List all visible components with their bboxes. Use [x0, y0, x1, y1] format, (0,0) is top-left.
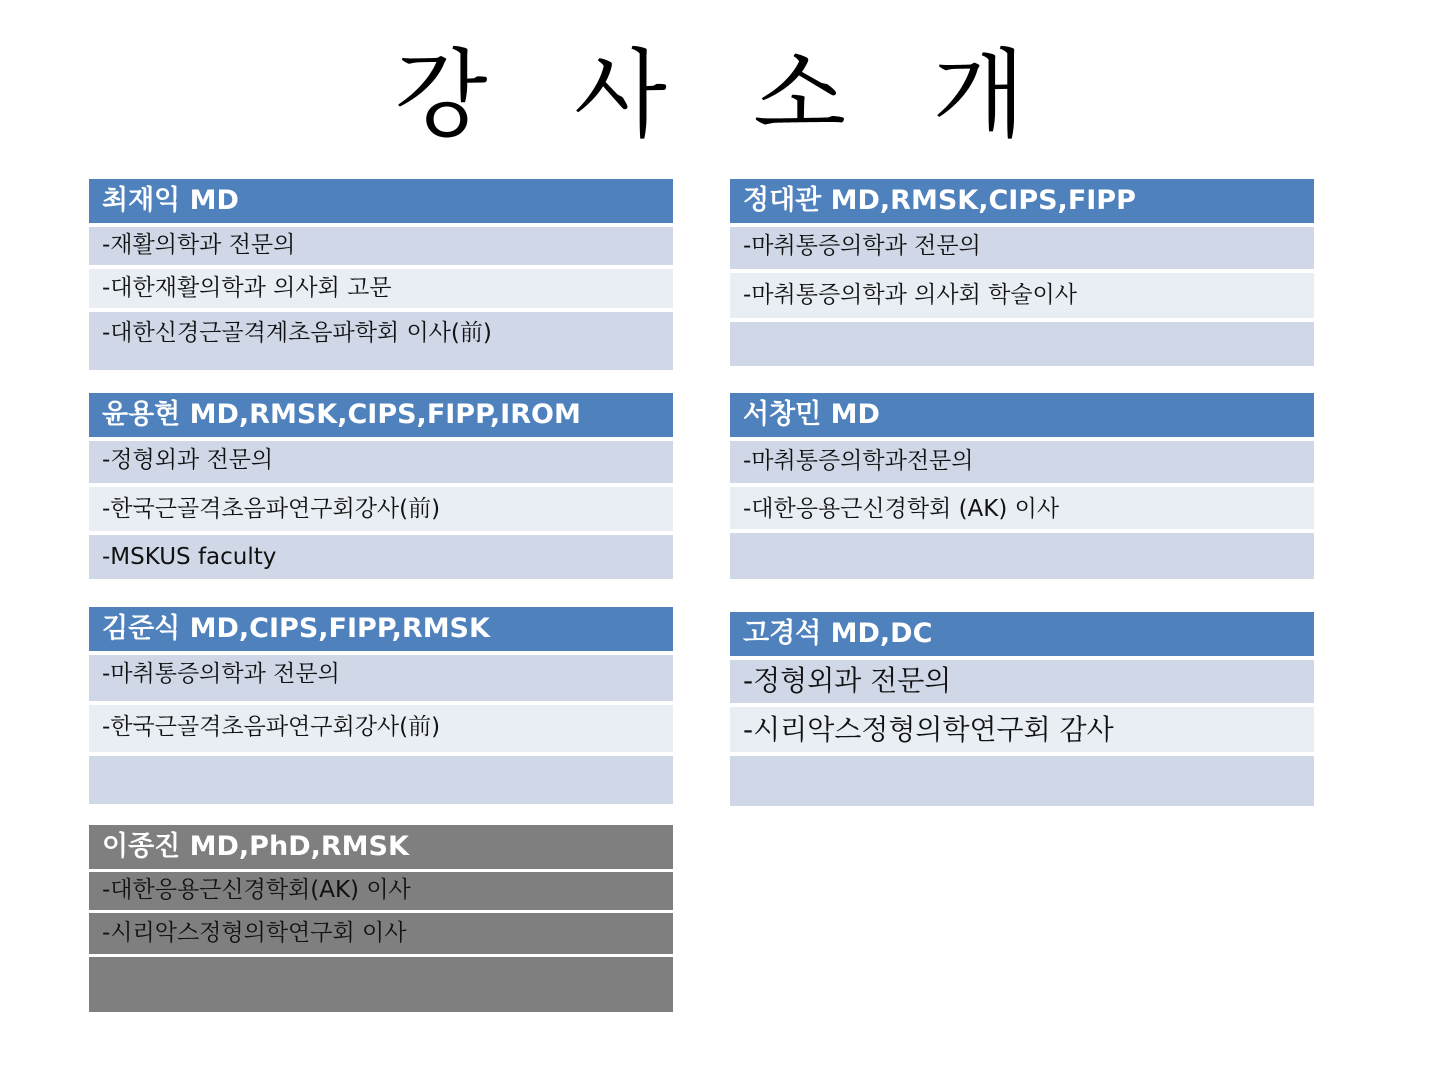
card-row: -대한응용근신경학회 (AK) 이사 [730, 487, 1314, 529]
card-row: -대한신경근골격계초음파학회 이사(前) [89, 312, 673, 370]
card-header: 고경석 MD,DC [730, 612, 1314, 656]
card-row: -MSKUS faculty [89, 535, 673, 579]
card-header: 최재익 MD [89, 179, 673, 223]
card-lee-jong-jin [89, 825, 673, 1012]
card-jeong-dae-gwan [730, 179, 1314, 366]
card-go-gyeong-seok [730, 612, 1314, 806]
page-title: 강 사 소 개 [394, 39, 1054, 151]
card-row [730, 322, 1314, 366]
card-choi-jae-ik [89, 179, 673, 370]
card-row: -한국근골격초음파연구회강사(前) [89, 487, 673, 531]
card-row: -정형외과 전문의 [89, 441, 673, 483]
card-header: 정대관 MD,RMSK,CIPS,FIPP [730, 179, 1314, 223]
card-row: -마취통증의학과 전문의 [89, 655, 673, 701]
card-row [730, 756, 1314, 806]
card-row: -정형외과 전문의 [730, 660, 1314, 703]
card-row: -마취통증의학과전문의 [730, 441, 1314, 483]
card-header: 이종진 MD,PhD,RMSK [89, 825, 673, 869]
card-row [89, 957, 673, 1012]
card-row: -마취통증의학과 의사회 학술이사 [730, 273, 1314, 318]
card-kim-jun-sik [89, 607, 673, 804]
card-row: -대한응용근신경학회(AK) 이사 [89, 872, 673, 910]
card-row: -시리악스정형의학연구회 감사 [730, 707, 1314, 752]
card-row: -마취통증의학과 전문의 [730, 227, 1314, 269]
card-row: -대한재활의학과 의사회 고문 [89, 269, 673, 308]
card-header: 서창민 MD [730, 393, 1314, 437]
card-row: -시리악스정형의학연구회 이사 [89, 913, 673, 954]
card-row [89, 756, 673, 804]
card-yoon-yong-hyun [89, 393, 673, 579]
card-row [730, 533, 1314, 579]
card-header: 김준식 MD,CIPS,FIPP,RMSK [89, 607, 673, 651]
card-seo-chang-min [730, 393, 1314, 579]
card-row: -재활의학과 전문의 [89, 227, 673, 265]
card-header: 윤용현 MD,RMSK,CIPS,FIPP,IROM [89, 393, 673, 437]
card-row: -한국근골격초음파연구회강사(前) [89, 705, 673, 752]
